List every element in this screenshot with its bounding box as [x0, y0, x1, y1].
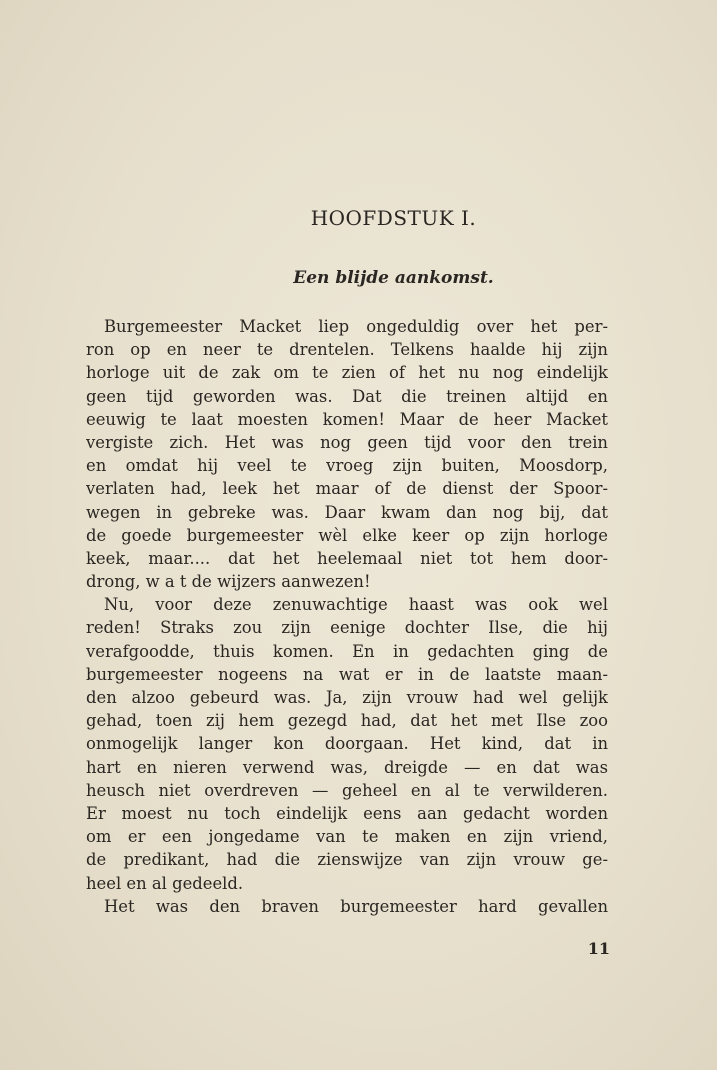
text-line: heusch niet overdreven — geheel en al te verwilderen. [86, 780, 608, 800]
text-line: hart en nieren verwend was, dreigde — en dat was [86, 757, 608, 777]
text-line: gehad, toen zij hem gezegd had, dat het met Ilse zoo [86, 711, 608, 731]
text-line: vergiste zich. Het was nog geen tijd voor den trein [86, 432, 608, 452]
text-line: ron op en neer te drentelen. Telkens haalde hij zijn [86, 340, 608, 360]
chapter-subtitle: Een blijde aankomst. [293, 268, 494, 288]
text-line: keek, maar.... dat het heelemaal niet tot hem door- [86, 548, 608, 568]
text-line: verlaten had, leek het maar of de dienst der Spoor- [86, 479, 608, 499]
text-line: reden! Straks zou zijn eenige dochter Ilse, die hij [86, 618, 608, 638]
text-line: drong, w a t de wijzers aanwezen! [86, 572, 371, 592]
text-line: den alzoo gebeurd was. Ja, zijn vrouw had wel gelijk [86, 688, 608, 707]
text-line: Er moest nu toch eindelijk eens aan gedacht worden [86, 803, 608, 823]
page-number: 11 [587, 939, 610, 958]
text-line: burgemeester nogeens na wat er in de laatste maan- [86, 664, 608, 684]
body-text [86, 315, 608, 918]
text-line: heel en al gedeeld. [86, 873, 244, 893]
text-line: horloge uit de zak om te zien of het nu nog eindelijk [86, 363, 608, 383]
chapter-title: HOOFDSTUK I. [310, 206, 477, 230]
text-line: Burgemeester Macket liep ongeduldig over het per- [104, 317, 608, 336]
text-line: de predikant, had die zienswijze van zijn vrouw ge- [86, 850, 608, 870]
text-line: wegen in gebreke was. Daar kwam dan nog bij, dat [86, 502, 608, 522]
text-line: verafgoodde, thuis komen. En in gedachten ging de [86, 641, 608, 661]
text-line: Het was den braven burgemeester hard gevallen [104, 896, 608, 916]
text-line: de goede burgemeester wèl elke keer op zijn horloge [86, 525, 608, 545]
text-line: eeuwig te laat moesten komen! Maar de heer Macket [86, 409, 608, 429]
text-line: om er een jongedame van te maken en zijn vriend, [86, 827, 608, 847]
text-line: geen tijd geworden was. Dat die treinen altijd en [86, 386, 608, 406]
text-line: onmogelijk langer kon doorgaan. Het kind, dat in [86, 734, 608, 754]
text-line: en omdat hij veel te vroeg zijn buiten, Moosdorp, [86, 456, 608, 476]
text-line: Nu, voor deze zenuwachtige haast was ook wel [104, 595, 608, 615]
